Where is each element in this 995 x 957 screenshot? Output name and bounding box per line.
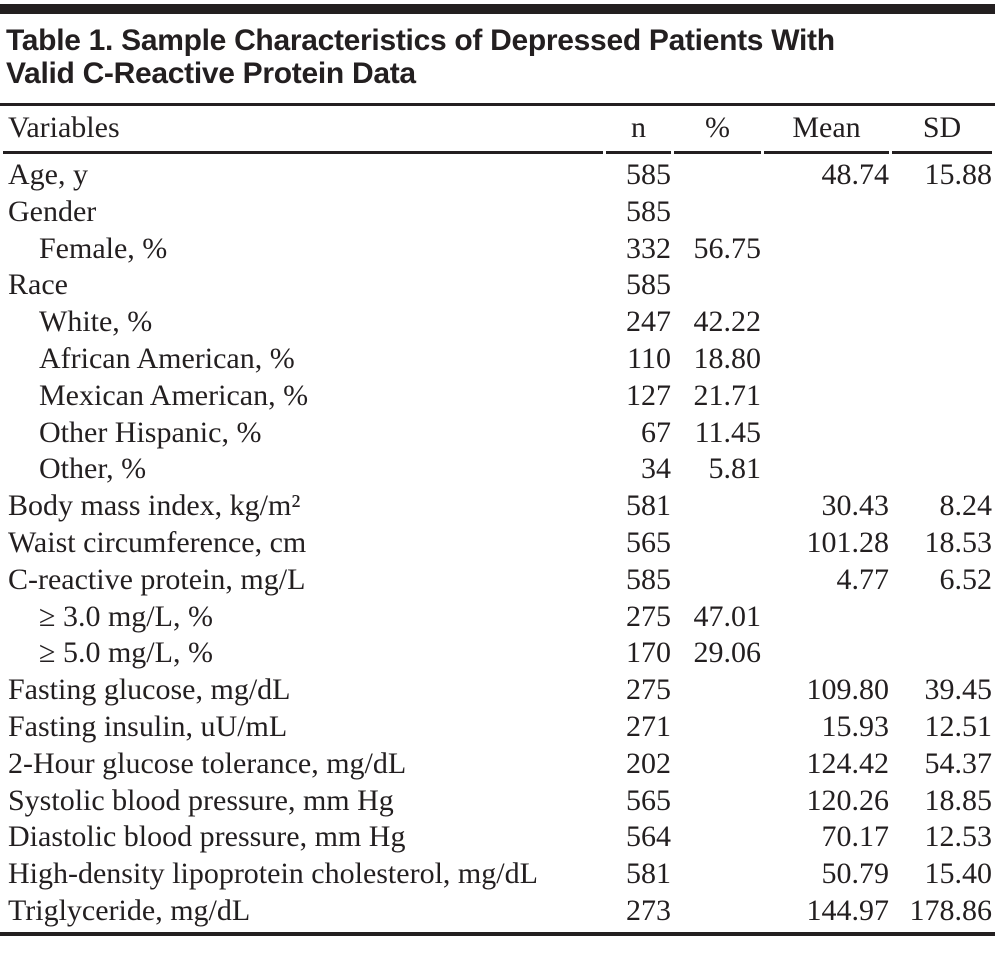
sd-cell: 39.45 [924,673,992,707]
percent-cell: 56.75 [693,231,761,265]
percent-cell [674,783,761,820]
n-cell: 581 [626,489,671,523]
n-cell: 127 [626,378,671,412]
table-row [3,672,992,709]
sd-cell [892,267,992,304]
mean-cell: 124.42 [806,746,889,780]
percent-cell [674,267,761,304]
n-cell: 34 [641,452,671,486]
table-row [3,154,992,194]
mean-cell: 48.74 [821,158,889,191]
percent-cell [674,154,761,194]
sd-cell: 15.40 [924,857,992,891]
percent-cell: 5.81 [708,452,761,486]
table-row [3,231,992,268]
mean-cell: 30.43 [821,489,889,523]
table-row [3,488,992,525]
variable-cell: ≥ 5.0 mg/L, % [39,636,213,670]
mean-cell [764,635,889,672]
variable-cell: Mexican American, % [39,378,309,412]
percent-cell: 29.06 [693,636,761,670]
table-body [3,154,992,930]
variable-cell: Body mass index, kg/m² [8,489,301,523]
variable-cell: Systolic blood pressure, mm Hg [8,783,394,817]
table-title [6,24,989,90]
sd-cell [892,451,992,488]
mean-cell [764,415,889,452]
variable-cell: Fasting insulin, uU/mL [8,709,288,743]
n-cell: 271 [626,709,671,743]
n-cell: 585 [626,562,671,596]
table-row [3,819,992,856]
sd-cell: 54.37 [924,746,992,780]
table-row [3,562,992,599]
mean-cell: 70.17 [821,820,889,854]
sd-cell: 12.53 [924,820,992,854]
percent-cell: 47.01 [693,599,761,633]
sd-cell [892,599,992,636]
variable-cell: Race [8,268,68,302]
column-header-n: n [606,106,671,154]
sample-characteristics-table [0,106,995,930]
mean-cell: 50.79 [821,857,889,891]
sd-cell [892,231,992,268]
percent-cell [674,893,761,930]
n-cell: 110 [627,341,671,375]
percent-cell: 11.45 [694,415,761,449]
sd-cell: 15.88 [924,158,992,191]
table-row [3,304,992,341]
percent-cell [674,709,761,746]
sd-cell [892,635,992,672]
top-rule-bar [0,4,995,14]
variable-cell: 2-Hour glucose tolerance, mg/dL [8,746,407,780]
sd-cell: 18.53 [924,525,992,559]
sd-cell: 18.85 [924,783,992,817]
n-cell: 202 [626,746,671,780]
table-row [3,378,992,415]
n-cell: 565 [626,783,671,817]
mean-cell: 4.77 [836,562,889,596]
percent-cell: 21.71 [693,378,761,412]
percent-cell [674,525,761,562]
mean-cell: 101.28 [806,525,889,559]
variable-cell: Other, % [39,452,147,486]
table-row [3,599,992,636]
table-row [3,709,992,746]
sd-cell: 6.52 [939,562,992,596]
variable-cell: ≥ 3.0 mg/L, % [39,599,213,633]
n-cell: 564 [626,820,671,854]
mean-cell [764,341,889,378]
mean-cell [764,451,889,488]
n-cell: 275 [626,599,671,633]
bottom-rule [0,932,995,936]
column-header-percent: % [674,106,761,154]
table-row [3,783,992,820]
n-cell: 565 [626,525,671,559]
mean-cell: 120.26 [806,783,889,817]
mean-cell: 144.97 [806,893,889,927]
table-row [3,746,992,783]
table-row [3,635,992,672]
percent-cell [674,488,761,525]
n-cell: 67 [641,415,671,449]
column-header-mean: Mean [764,106,889,154]
sd-cell: 178.86 [909,893,992,927]
percent-cell [674,746,761,783]
mean-cell [764,267,889,304]
column-header-sd: SD [892,106,992,154]
n-cell: 332 [626,231,671,265]
n-cell: 275 [626,673,671,707]
table-header-row [3,106,992,154]
variable-cell: Waist circumference, cm [8,525,307,559]
mean-cell: 109.80 [806,673,889,707]
mean-cell: 15.93 [821,709,889,743]
sd-cell [892,341,992,378]
n-cell: 585 [626,158,671,191]
variable-cell: Triglyceride, mg/dL [8,893,251,927]
sd-cell [892,378,992,415]
variable-cell: Gender [8,194,97,228]
table-row [3,341,992,378]
table-header [3,106,992,154]
variable-cell: Diastolic blood pressure, mm Hg [8,820,406,854]
column-header-variables: Variables [3,106,603,154]
n-cell: 273 [626,893,671,927]
mean-cell [764,304,889,341]
variable-cell: High-density lipoprotein cholesterol, mg/dL [8,857,538,891]
variable-cell: Fasting glucose, mg/dL [8,673,291,707]
table-row [3,893,992,930]
mean-cell [764,378,889,415]
sd-cell: 12.51 [924,709,992,743]
percent-cell [674,562,761,599]
table-row [3,451,992,488]
table-row [3,415,992,452]
table-row [3,194,992,231]
variable-cell: Age, y [8,158,88,191]
n-cell: 581 [626,857,671,891]
table-title-line-1: Table 1. Sample Characteristics of Depressed Patients With [6,24,835,57]
n-cell: 170 [626,636,671,670]
table-row [3,856,992,893]
n-cell: 585 [626,194,671,228]
table-row [3,267,992,304]
n-cell: 585 [626,268,671,302]
percent-cell [674,819,761,856]
table-row [3,525,992,562]
sd-cell [892,415,992,452]
percent-cell [674,856,761,893]
variable-cell: Female, % [39,231,168,265]
percent-cell: 18.80 [693,341,761,375]
variable-cell: African American, % [39,341,295,375]
mean-cell [764,231,889,268]
table-title-line-2: Valid C-Reactive Protein Data [6,57,416,90]
variable-cell: Other Hispanic, % [39,415,262,449]
percent-cell [674,194,761,231]
percent-cell [674,672,761,709]
n-cell: 247 [626,305,671,339]
variable-cell: C-reactive protein, mg/L [8,562,306,596]
percent-cell: 42.22 [693,305,761,339]
sd-cell: 8.24 [939,489,992,523]
sd-cell [892,194,992,231]
sd-cell [892,304,992,341]
mean-cell [764,599,889,636]
variable-cell: White, % [39,305,153,339]
mean-cell [764,194,889,231]
